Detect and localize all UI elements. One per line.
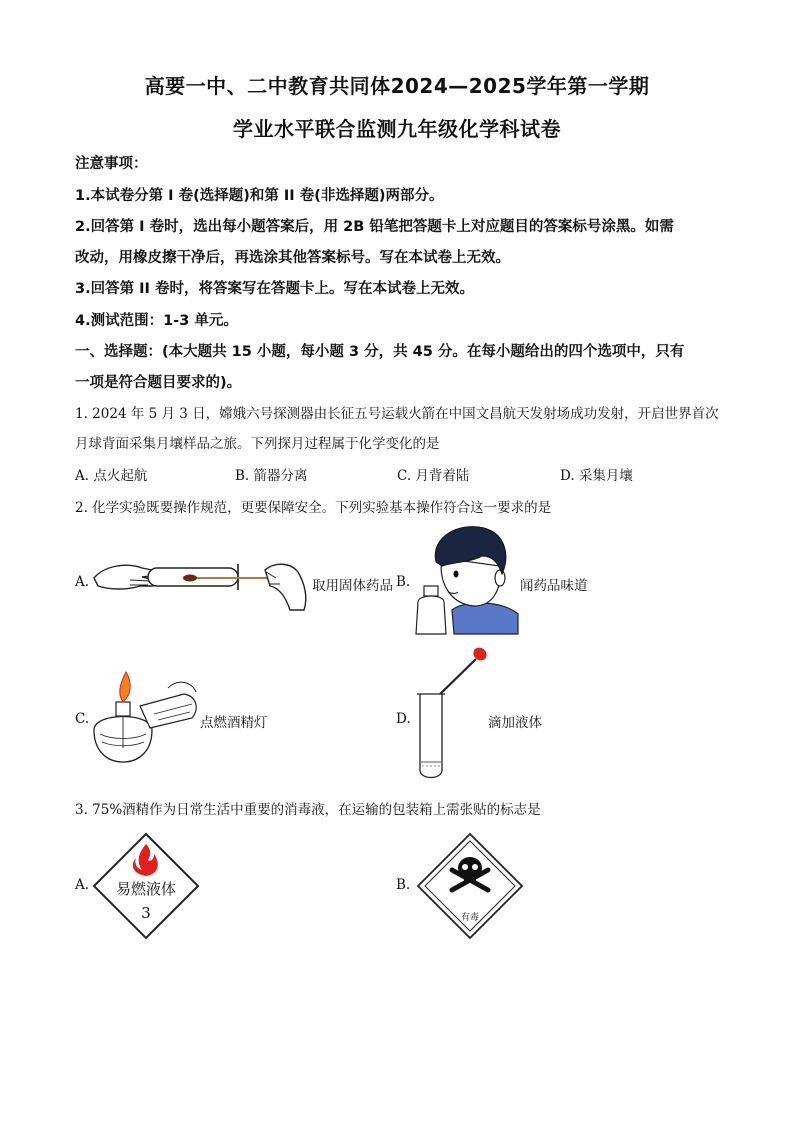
q3-stem: 3. 75%酒精作为日常生活中重要的消毒液，在运输的包装箱上需张贴的标志是	[75, 802, 541, 818]
section-heading-a: 一、选择题：(本大题共 15 小题，每小题 3 分，共 45 分。在每小题给出的四个选项中，只有	[75, 344, 685, 360]
q2-option-b-label: B.	[396, 574, 411, 590]
q1-stem-a: 1. 2024 年 5 月 3 日，嫦娥六号探测器由长征五号运载火箭在中国文昌航天发射场成功发射，开启世界首次	[75, 406, 719, 422]
flammable-sign-number: 3	[141, 904, 151, 922]
notes-item-3: 3.回答第 II 卷时，将答案写在答题卡上。写在本试卷上无效。	[75, 281, 474, 297]
lighting-alcohol-lamp-illustration	[88, 668, 203, 766]
q2-option-a-caption: 取用固体药品	[312, 578, 393, 594]
notes-item-4: 4.测试范围：1-3 单元。	[75, 313, 238, 329]
flammable-liquid-sign	[92, 832, 200, 940]
q2-option-d-caption: 滴加液体	[488, 715, 542, 731]
q2-option-a-label: A.	[75, 574, 90, 590]
tube-solid-sampling-illustration	[90, 540, 315, 620]
q1-option-a: A. 点火起航	[75, 468, 148, 484]
q2-stem: 2. 化学实验既要操作规范，更要保障安全。下列实验基本操作符合这一要求的是	[75, 500, 552, 516]
notes-heading: 注意事项：	[75, 156, 148, 172]
q3-option-a-label: A.	[75, 877, 90, 893]
q1-option-d: D. 采集月壤	[560, 468, 633, 484]
q1-stem-b: 月球背面采集月壤样品之旅。下列探月过程属于化学变化的是	[75, 436, 440, 452]
q2-option-b-caption: 闻药品味道	[520, 578, 588, 594]
flammable-sign-text: 易燃液体	[115, 880, 176, 898]
notes-item-2b: 改动，用橡皮擦干净后，再选涂其他答案标号。写在本试卷上无效。	[75, 250, 510, 266]
q2-option-c-label: C.	[75, 711, 90, 727]
q2-option-d-label: D.	[396, 711, 411, 727]
q3-option-b-label: B.	[396, 877, 411, 893]
q1-option-b: B. 箭器分离	[235, 468, 308, 484]
toxic-substance-sign	[416, 832, 524, 940]
smelling-reagent-illustration	[412, 522, 522, 637]
exam-title-line2: 学业水平联合监测九年级化学科试卷	[233, 117, 561, 141]
q2-option-c-caption: 点燃酒精灯	[200, 715, 268, 731]
q1-option-c: C. 月背着陆	[397, 468, 470, 484]
exam-title-line1: 高要一中、二中教育共同体2024—2025学年第一学期	[144, 74, 650, 98]
notes-item-1: 1.本试卷分第 I 卷(选择题)和第 II 卷(非选择题)两部分。	[75, 188, 444, 204]
adding-liquid-dropper-illustration	[412, 644, 492, 784]
toxic-sign-text: 有毒	[460, 913, 479, 923]
notes-item-2a: 2.回答第 I 卷时，选出每小题答案后，用 2B 铅笔把答题卡上对应题目的答案标号涂黑。如需	[75, 219, 674, 235]
section-heading-b: 一项是符合题目要求的)。	[75, 375, 242, 391]
